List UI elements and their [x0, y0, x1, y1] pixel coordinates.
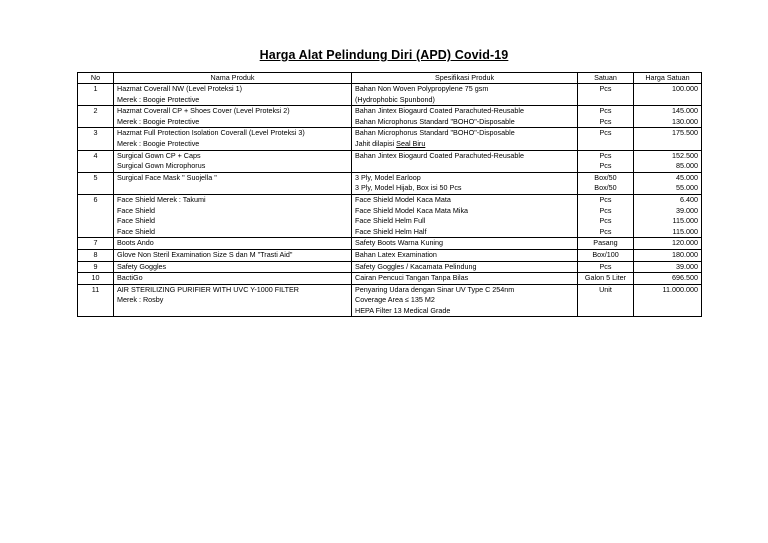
cell-price-line: 45.000: [676, 172, 698, 182]
cell-no: 3: [78, 128, 114, 150]
cell-name-line: Hazmat Coverall CP + Shoes Cover (Level Proteksi 2): [117, 106, 290, 116]
cell-unit: [578, 238, 634, 250]
table-row: [78, 150, 702, 172]
cell-name-line: Face Shield Merek : Takumi: [117, 194, 206, 204]
cell-price-line: 145.000: [672, 106, 698, 116]
cell-price: [634, 194, 702, 237]
cell-price: [634, 261, 702, 273]
cell-unit-line: Pcs: [599, 106, 612, 116]
cell-price-line: 11.000.000: [662, 284, 698, 294]
cell-unit-line: Pcs: [599, 116, 612, 126]
cell-price-line: 180.000: [672, 249, 698, 259]
cell-spec-line: Jahit dilapisi Seal Biru: [355, 138, 426, 148]
cell-unit-line: Box/50: [594, 172, 617, 182]
cell-spec-line: Face Shield Model Kaca Mata Mika: [355, 205, 469, 215]
cell-unit-line: [581, 139, 630, 150]
header-spec: Spesifikasi Produk: [352, 73, 578, 84]
cell-price-line: 152.500: [672, 150, 698, 160]
cell-unit: [578, 150, 634, 172]
cell-name-line: Boots Ando: [117, 238, 154, 248]
cell-no: 4: [78, 150, 114, 172]
cell-name: [114, 84, 352, 106]
cell-no: 11: [78, 284, 114, 317]
cell-unit-line: Unit: [599, 284, 612, 294]
cell-no: 10: [78, 273, 114, 285]
cell-spec-line: Bahan Non Woven Polypropylene 75 gsm: [355, 84, 489, 93]
page-title: Harga Alat Pelindung Diri (APD) Covid-19: [259, 48, 509, 62]
cell-name-line: Glove Non Steril Examination Size S dan M "Trasti Aid": [117, 249, 293, 259]
cell-name: [114, 261, 352, 273]
table-row: [78, 249, 702, 261]
table-row: [78, 128, 702, 150]
cell-unit-line: Pcs: [599, 128, 612, 138]
cell-name: [114, 284, 352, 317]
cell-spec-line: [355, 161, 574, 172]
cell-spec-line: HEPA Filter 13 Medical Grade: [355, 305, 451, 315]
table-row: [78, 238, 702, 250]
cell-name: [114, 106, 352, 128]
cell-price-line: 115.000: [672, 216, 698, 226]
cell-spec-line: Face Shield Helm Half: [355, 226, 427, 236]
cell-no: 9: [78, 261, 114, 273]
cell-name: [114, 172, 352, 194]
cell-price: [634, 106, 702, 128]
table-row: [78, 84, 702, 106]
cell-name: [114, 249, 352, 261]
cell-spec: [352, 261, 578, 273]
cell-price-line: 55.000: [676, 183, 698, 193]
cell-unit: [578, 273, 634, 285]
cell-unit: [578, 284, 634, 317]
cell-unit-line: Pcs: [599, 205, 612, 215]
cell-spec: [352, 106, 578, 128]
cell-no: 1: [78, 84, 114, 106]
cell-name-line: Hazmat Coverall NW (Level Proteksi 1): [117, 84, 243, 93]
price-table: [77, 72, 702, 317]
cell-unit-line: Pcs: [599, 194, 612, 204]
cell-spec-line: 3 Ply, Model Earloop: [355, 172, 421, 182]
cell-name-line: Face Shield: [117, 216, 155, 226]
header-unit: Satuan: [578, 73, 634, 84]
cell-unit: [578, 128, 634, 150]
cell-price-line: 100.000: [672, 84, 698, 93]
cell-name: [114, 128, 352, 150]
cell-name-line: Face Shield: [117, 226, 155, 236]
cell-no: 2: [78, 106, 114, 128]
cell-unit-line: Pcs: [599, 216, 612, 226]
cell-unit-line: Pcs: [599, 150, 612, 160]
cell-spec: [352, 284, 578, 317]
cell-price-line: 175.500: [672, 128, 698, 138]
cell-name-line: Merek : Boogie Protective: [117, 94, 200, 104]
cell-unit-line: [581, 295, 630, 306]
cell-price: [634, 84, 702, 106]
cell-unit-line: Pcs: [599, 226, 612, 236]
cell-name-line: Surgical Face Mask " Suojella ": [117, 172, 217, 182]
cell-price: [634, 284, 702, 317]
cell-price: [634, 273, 702, 285]
cell-spec: [352, 84, 578, 106]
cell-unit-line: Box/50: [594, 183, 617, 193]
cell-price: [634, 150, 702, 172]
cell-spec-line: (Hydrophobic Spunbond): [355, 94, 435, 104]
table-row: [78, 284, 702, 317]
cell-spec-line: Bahan Microphorus Standard "BOHO"-Disposable: [355, 128, 515, 138]
cell-unit: [578, 172, 634, 194]
cell-name-line: Surgical Gown Microphorus: [117, 161, 206, 171]
cell-unit-line: Galon 5 Liter: [584, 273, 627, 283]
cell-spec: [352, 273, 578, 285]
cell-unit: [578, 249, 634, 261]
cell-name-line: Surgical Gown CP + Caps: [117, 150, 201, 160]
cell-spec-line: Bahan Latex Examination: [355, 249, 437, 259]
table-header-row: [78, 73, 702, 84]
cell-name-line: Hazmat Full Protection Isolation Coverall (Level Proteksi 3): [117, 128, 305, 138]
table-body: [78, 84, 702, 317]
underlined-text: Seal Biru: [396, 138, 426, 148]
cell-spec-line: Bahan Microphorus Standard "BOHO"-Disposable: [355, 116, 515, 126]
cell-spec-line: Safety Boots Warna Kuning: [355, 238, 444, 248]
cell-name-line: AIR STERILIZING PURIFIER WITH UVC Y-1000 FILTER: [117, 284, 299, 294]
cell-price-line: [637, 306, 698, 317]
cell-name-line: [117, 306, 348, 317]
cell-unit-line: [581, 95, 630, 106]
cell-no: 7: [78, 238, 114, 250]
cell-spec-line: Cairan Pencuci Tangan Tanpa Bilas: [355, 273, 469, 283]
header-name: Nama Produk: [114, 73, 352, 84]
cell-price-line: 6.400: [680, 194, 698, 204]
cell-spec-line: Face Shield Helm Full: [355, 216, 426, 226]
cell-name: [114, 150, 352, 172]
cell-price: [634, 172, 702, 194]
cell-spec: [352, 150, 578, 172]
cell-price: [634, 128, 702, 150]
cell-price-line: 85.000: [676, 161, 698, 171]
cell-name-line: [117, 183, 348, 194]
table-row: [78, 106, 702, 128]
cell-name: [114, 194, 352, 237]
cell-price: [634, 249, 702, 261]
cell-spec-line: Bahan Jintex Biogaurd Coated Parachuted-Reusable: [355, 150, 525, 160]
cell-spec-line: Face Shield Model Kaca Mata: [355, 194, 451, 204]
cell-unit: [578, 261, 634, 273]
cell-spec: [352, 249, 578, 261]
cell-spec-line: Safety Goggles / Kacamata Pelindung: [355, 261, 477, 271]
cell-spec-line: 3 Ply, Model Hijab, Box isi 50 Pcs: [355, 183, 462, 193]
cell-name-line: Merek : Boogie Protective: [117, 138, 200, 148]
cell-price-line: 130.000: [672, 116, 698, 126]
cell-price-line: 120.000: [672, 238, 698, 248]
header-price: Harga Satuan: [634, 73, 702, 84]
cell-no: 6: [78, 194, 114, 237]
cell-spec: [352, 194, 578, 237]
cell-unit: [578, 84, 634, 106]
cell-spec: [352, 172, 578, 194]
cell-spec-line: Bahan Jintex Biogaurd Coated Parachuted-Reusable: [355, 106, 525, 116]
cell-price-line: [637, 95, 698, 106]
cell-unit-line: Pcs: [599, 161, 612, 171]
cell-name-line: Merek : Rosby: [117, 295, 164, 305]
cell-price-line: 115.000: [672, 226, 698, 236]
cell-name-line: BactiGo: [117, 273, 143, 283]
cell-price-line: 39.000: [676, 261, 698, 271]
cell-name-line: Face Shield: [117, 205, 155, 215]
cell-name-line: Safety Goggles: [117, 261, 167, 271]
table-row: [78, 194, 702, 237]
cell-price: [634, 238, 702, 250]
cell-name: [114, 273, 352, 285]
cell-unit-line: Pasang: [593, 238, 618, 248]
cell-unit-line: Pcs: [599, 84, 612, 93]
table-row: [78, 273, 702, 285]
cell-no: 5: [78, 172, 114, 194]
cell-spec: [352, 128, 578, 150]
cell-price-line: 696.500: [672, 273, 698, 283]
table-row: [78, 172, 702, 194]
cell-unit-line: [581, 306, 630, 317]
cell-price-line: [637, 139, 698, 150]
cell-spec: [352, 238, 578, 250]
cell-spec-line: Penyaring Udara dengan Sinar UV Type C 254nm: [355, 284, 515, 294]
cell-name: [114, 238, 352, 250]
table-row: [78, 261, 702, 273]
cell-unit: [578, 194, 634, 237]
header-no: No: [78, 73, 114, 84]
cell-spec-line: Coverage Area ≤ 135 M2: [355, 295, 435, 305]
cell-unit-line: Box/100: [592, 249, 619, 259]
cell-price-line: [637, 295, 698, 306]
cell-price-line: 39.000: [676, 205, 698, 215]
cell-name-line: Merek : Boogie Protective: [117, 116, 200, 126]
cell-no: 8: [78, 249, 114, 261]
cell-unit-line: Pcs: [599, 261, 612, 271]
cell-unit: [578, 106, 634, 128]
